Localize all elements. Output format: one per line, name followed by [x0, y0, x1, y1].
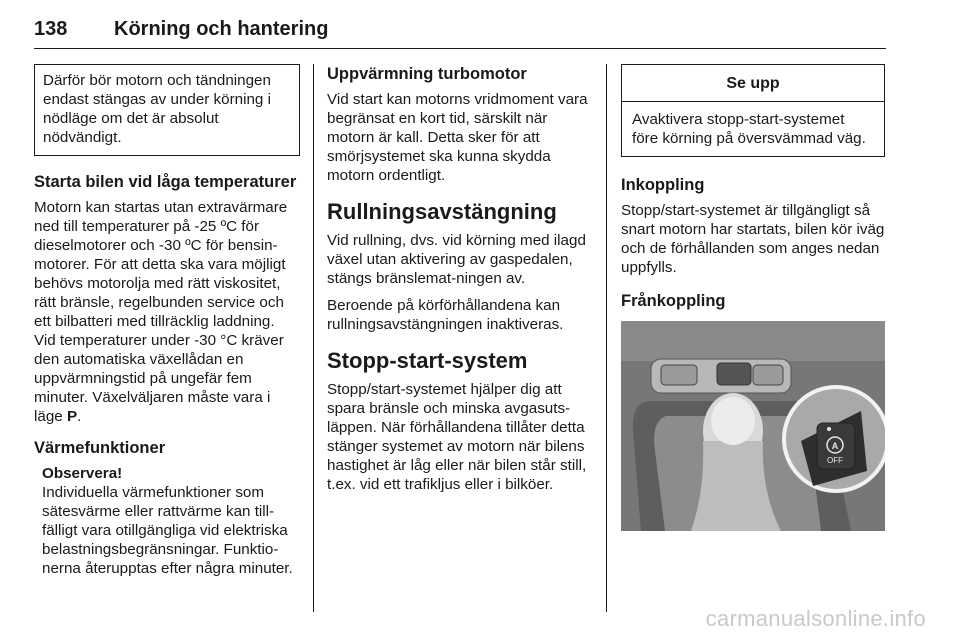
paragraph-stop-start: Stopp/start-systemet hjälper dig att spara bränsle och minska avgasuts-läppen. När förhållandena tillåter detta stänger systemet av motorn när bilens hastighet är låg eller när bilen står still, t.ex. vid ett trafikljus eller i bilköer.	[327, 381, 587, 493]
stop-start-button-photo	[621, 321, 885, 531]
heading-heat-functions: Värmefunktioner	[34, 439, 166, 457]
heading-activation: Inkoppling	[621, 176, 705, 194]
watermark: carmanualsonline.info	[705, 606, 926, 631]
caution-text: Avaktivera stopp-start-systemet före körning på översvämmad väg.	[632, 111, 866, 147]
paragraph-coasting-1: Vid rullning, dvs. vid körning med ilagd växel utan aktivering av gaspedalen, stängs bränslemat-ningen av.	[327, 232, 586, 287]
column-2	[327, 64, 594, 502]
paragraph-coasting-2: Beroende på körförhållandena kan rullningsavstängningen inaktiveras.	[327, 297, 564, 333]
paragraph-activation: Stopp/start-systemet är tillgängligt så snart motorn har startats, bilen kör iväg och de förhållanden som anges nedan uppfylls.	[621, 202, 885, 276]
paragraph-low-temperature: Motorn kan startas utan extravärmare ned till temperaturer på -25 ºC för dieselmotorer och -30 ºC för bensin-motorer. För att detta ska vara möjligt behövs motorolja med rätt viskositet, rätt bränsle, regelbunden service och ett bilbatteri med tillräcklig laddning. Vid temperaturer under -30 °C kräver den automatiska växellådan en uppvärmningstid på ungefär fem minuter. Växelväljaren måste vara i läge P.	[34, 199, 288, 425]
console-illustration	[621, 321, 885, 531]
column-divider	[313, 64, 314, 612]
page-header	[34, 4, 886, 49]
chapter-title: Körning och hantering	[114, 18, 329, 40]
paragraph-turbo-warmup: Vid start kan motorns vridmoment vara begränsat en kort tid, särskilt när motorn är kall. Detta sker för att smörjsystemet ska kunna skydda motorn ordentligt.	[327, 91, 588, 184]
heading-coasting-shutoff: Rullningsavstängning	[327, 199, 557, 224]
caution-box	[621, 64, 885, 157]
button-auto-symbol: A	[831, 441, 839, 451]
note-block	[34, 464, 300, 578]
note-title: Observera!	[42, 465, 123, 482]
heading-turbo-warmup: Uppvärmning turbomotor	[327, 65, 527, 83]
note-text: Individuella värmefunktioner som sätesvärme eller rattvärme kan till-fälligt vara otillgängliga vid elektriska belastningsbegränsningar. Funktio-nerna återupptas efter några minuter.	[42, 484, 293, 577]
column-divider	[606, 64, 607, 612]
column-1	[34, 64, 300, 578]
heading-stop-start: Stopp-start-system	[327, 348, 528, 373]
button-off-label: OFF	[827, 456, 843, 465]
heading-deactivation: Frånkoppling	[621, 292, 726, 310]
caution-title: Se upp	[622, 65, 884, 102]
page-number: 138	[34, 18, 68, 40]
warning-box-text: Därför bör motorn och tändningen endast stängas av under körning i nödläge om det är absolut nödvändigt.	[43, 72, 271, 146]
warning-box-continued	[34, 64, 300, 156]
column-3	[621, 64, 885, 531]
heading-low-temperature: Starta bilen vid låga temperaturer	[34, 173, 297, 191]
